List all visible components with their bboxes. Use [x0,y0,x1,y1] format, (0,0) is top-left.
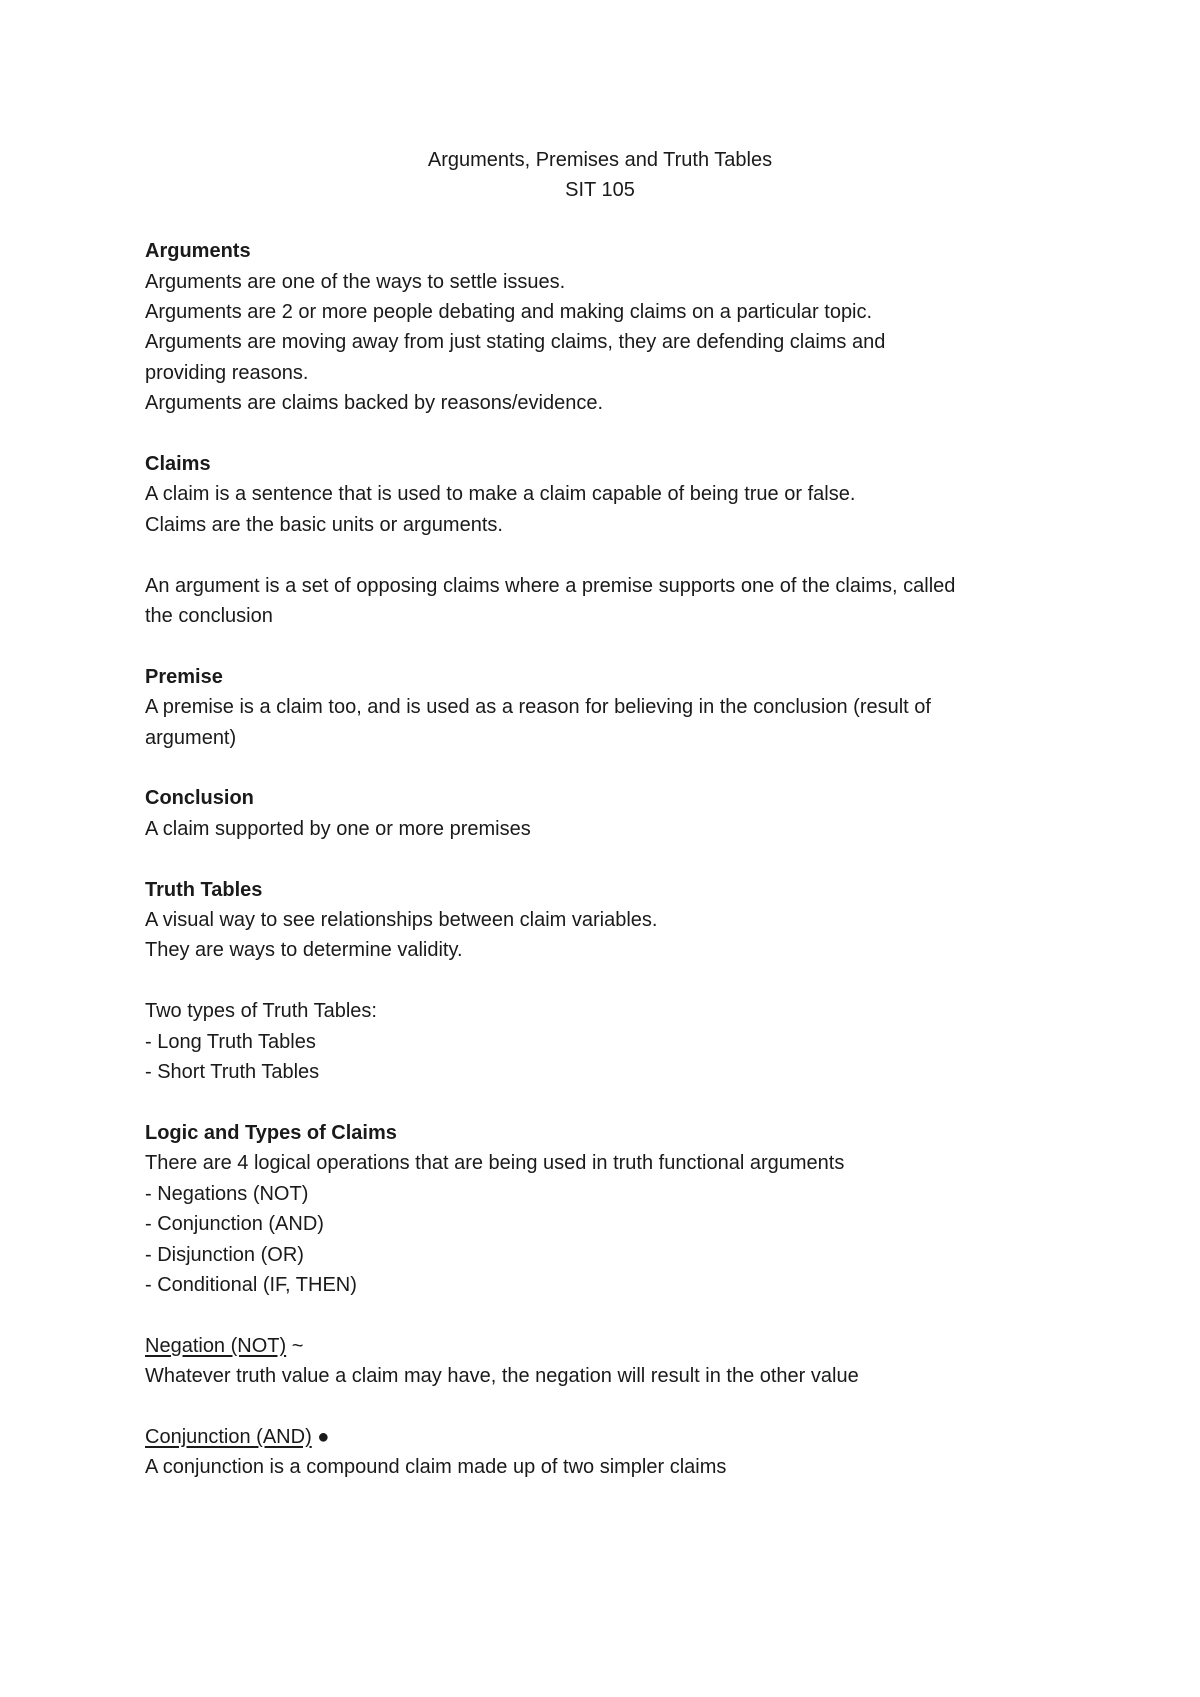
logic-operation-item: - Negations (NOT) [145,1182,309,1205]
arguments-line: providing reasons. [145,361,309,384]
arguments-line: Arguments are one of the ways to settle issues. [145,270,566,293]
section-heading-arguments: Arguments [145,240,251,263]
conjunction-label: Conjunction (AND) [145,1425,312,1448]
negation-symbol: ~ [286,1334,304,1357]
course-code: SIT 105 [565,179,635,202]
spacer [145,206,1065,236]
claims-paragraph-line: the conclusion [145,605,273,628]
logic-operation-item: - Disjunction (OR) [145,1243,304,1266]
conjunction-subheading [145,1422,1065,1452]
section-heading-premise: Premise [145,665,223,688]
conjunction-text: A conjunction is a compound claim made up of two simpler claims [145,1456,727,1479]
logic-intro: There are 4 logical operations that are being used in truth functional arguments [145,1152,845,1175]
negation-text: Whatever truth value a claim may have, the negation will result in the other value [145,1365,859,1388]
arguments-line: Arguments are claims backed by reasons/evidence. [145,392,604,415]
section-heading-truth-tables: Truth Tables [145,878,263,901]
truth-tables-line: A visual way to see relationships between claim variables. [145,909,658,932]
arguments-line: Arguments are moving away from just stating claims, they are defending claims and [145,331,886,354]
spacer [145,753,1065,783]
logic-operation-item: - Conditional (IF, THEN) [145,1273,357,1296]
truth-tables-types-intro: Two types of Truth Tables: [145,1000,377,1023]
truth-tables-type-item: - Long Truth Tables [145,1030,316,1053]
claims-line: A claim is a sentence that is used to make a claim capable of being true or false. [145,483,856,506]
arguments-line: Arguments are 2 or more people debating and making claims on a particular topic. [145,301,873,324]
claims-paragraph-line: An argument is a set of opposing claims where a premise supports one of the claims, called [145,574,956,597]
conclusion-line: A claim supported by one or more premises [145,817,531,840]
spacer [145,844,1065,874]
section-heading-logic: Logic and Types of Claims [145,1121,397,1144]
section-heading-conclusion: Conclusion [145,787,254,810]
negation-subheading [145,1331,1065,1361]
negation-label: Negation (NOT) [145,1334,287,1357]
document-header [145,145,1055,206]
spacer [145,419,1065,449]
spacer [145,540,1065,570]
truth-tables-line: They are ways to determine validity. [145,939,463,962]
claims-line: Claims are the basic units or arguments. [145,513,503,536]
premise-line: A premise is a claim too, and is used as a reason for believing in the conclusion (result of [145,696,931,719]
premise-line: argument) [145,726,237,749]
truth-tables-type-item: - Short Truth Tables [145,1061,320,1084]
document-title: Arguments, Premises and Truth Tables [427,149,773,171]
spacer [145,1087,1065,1117]
logic-operation-item: - Conjunction (AND) [145,1213,324,1236]
document-body [145,145,1065,1483]
conjunction-symbol: ● [311,1425,330,1448]
spacer [145,1300,1065,1330]
spacer [145,966,1065,996]
section-heading-claims: Claims [145,453,211,476]
spacer [145,631,1065,661]
spacer [145,1392,1065,1422]
